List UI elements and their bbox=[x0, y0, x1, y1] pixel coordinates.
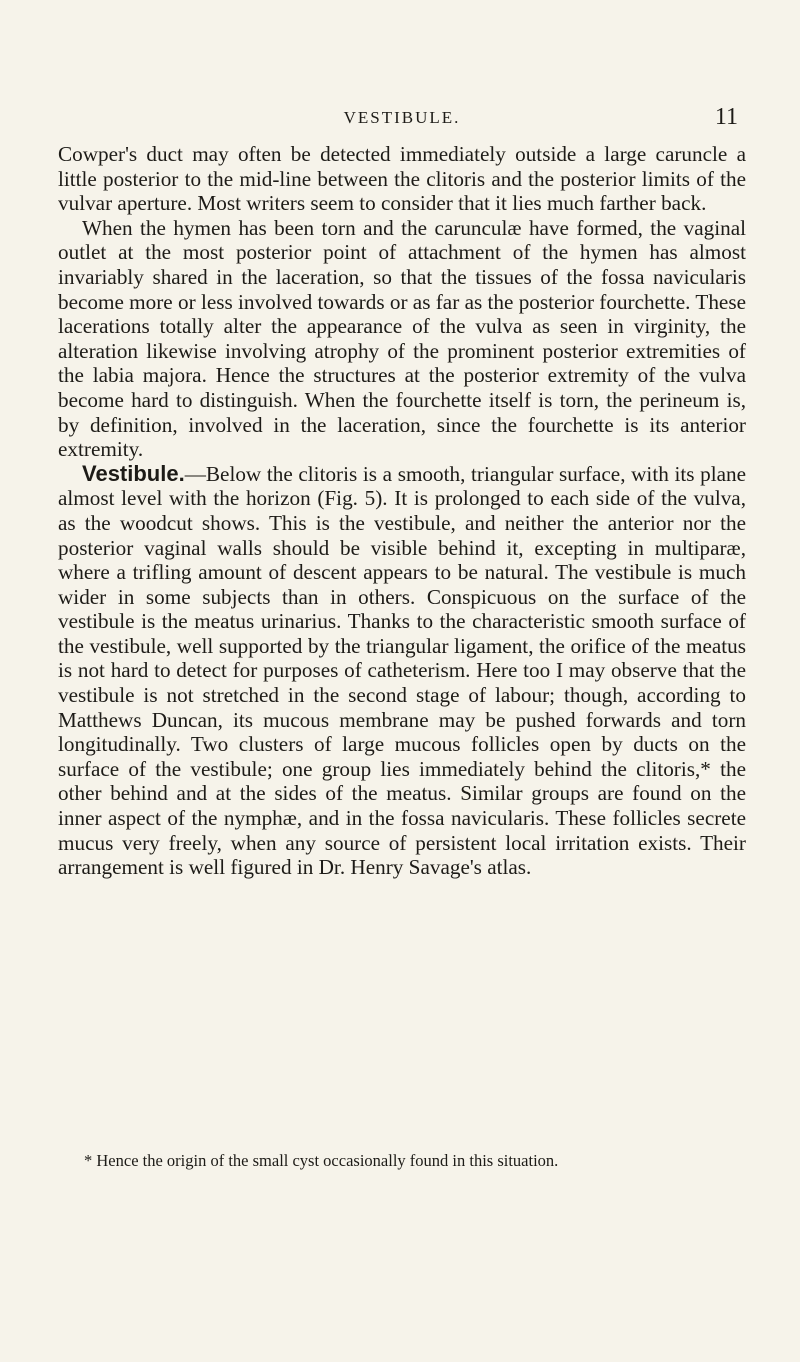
section-heading-vestibule: Vestibule. bbox=[82, 460, 185, 486]
paragraph-hymen-laceration: When the hymen has been torn and the carunculæ have formed, the vaginal outlet at the most posterior point of attachment of the hymen has almost invariably shared in the laceration, so that the tissues of the fossa navicularis become more or less involved towards or as far as the posterior fourchette. These lacerations totally alter the appearance of the vulva as seen in virginity, the alteration likewise involving atrophy of the prominent posterior extremities of the labia majora. Hence the structures at the posterior extremity of the vulva become hard to distinguish. When the fourchette itself is torn, the perineum is, by definition, involved in the laceration, since the fourchette is its anterior extremity. bbox=[58, 215, 746, 462]
footnote: * Hence the origin of the small cyst occasionally found in this situation. bbox=[84, 1151, 559, 1170]
paragraph-vestibule bbox=[58, 462, 746, 880]
paragraph-vestibule-text: —Below the clitoris is a smooth, triangular surface, with its plane almost level with the horizon (Fig. 5). It is prolonged to each side of the vulva, as the woodcut shows. This is the vestibule, and neither the anterior nor the posterior vaginal walls should be visible behind it, excepting in multiparæ, where a trifling amount of descent appears to be natural. The vestibule is much wider in some subjects than in others. Conspicuous on the surface of the vestibule is the meatus urinarius. Thanks to the characteristic smooth surface of the vestibule, well supported by the triangular ligament, the orifice of the meatus is not hard to detect for purposes of catheterism. Here too I may observe that the vestibule is not stretched in the second stage of labour; though, according to Matthews Duncan, its mucous membrane may be pushed forwards and torn longitudinally. Two clusters of large mucous follicles open by ducts on the surface of the vestibule; one group lies immediately behind the clitoris,* the other behind and at the sides of the meatus. Similar groups are found on the inner aspect of the nymphæ, and in the fossa navicularis. These follicles secrete mucus very freely, when any source of persistent local irritation exists. Their arrangement is well figured in Dr. Henry Savage's atlas. bbox=[58, 461, 746, 880]
running-title: VESTIBULE. bbox=[343, 108, 461, 127]
running-head bbox=[58, 104, 746, 134]
body-text bbox=[58, 142, 746, 880]
paragraph-cowpers-duct: Cowper's duct may often be detected immediately outside a large caruncle a little posterior to the mid-line between the clitoris and the posterior limits of the vulvar aperture. Most writers seem to consider that it lies much farther back. bbox=[58, 142, 746, 216]
page-number: 11 bbox=[714, 104, 738, 130]
